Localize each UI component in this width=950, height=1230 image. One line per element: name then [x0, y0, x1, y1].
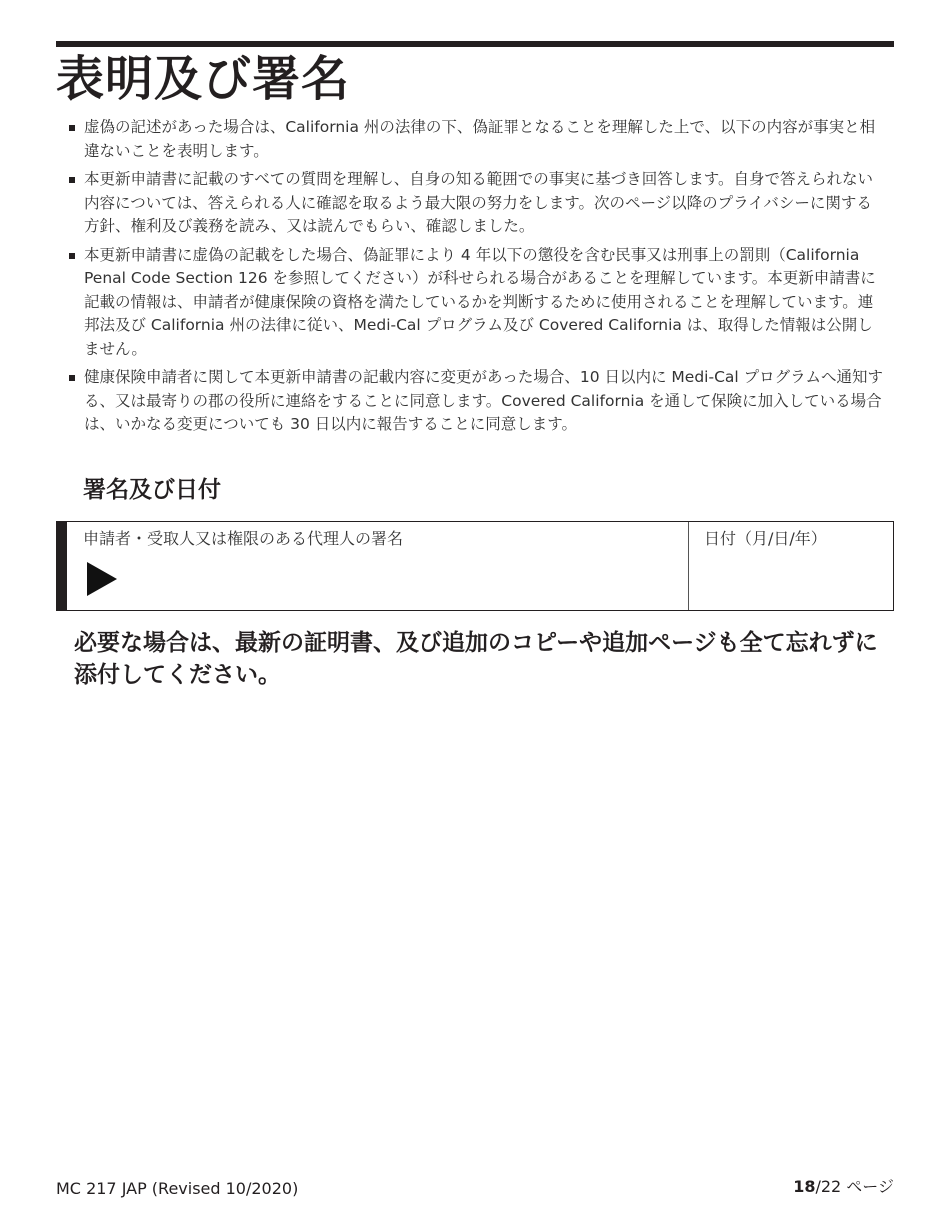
bullet-icon: [69, 177, 75, 183]
signature-box: [56, 521, 894, 611]
date-field[interactable]: [689, 522, 893, 610]
bullet-icon: [69, 125, 75, 131]
statement-text: 本更新申請書に記載のすべての質問を理解し、自身の知る範囲での事実に基づき回答します。自身で答えられない内容については、答えられる人に確認を取るよう最大限の努力をします。次のページ以降のプライバシーに関する方針、権利及び義務を読み、又は読んでもらい、確認しました。: [84, 170, 873, 235]
statement-item: [64, 244, 886, 362]
top-rule: [56, 41, 894, 47]
page-suffix: ページ: [841, 1177, 894, 1196]
form-id: MC 217 JAP (Revised 10/2020): [56, 1179, 299, 1198]
page-number: [793, 1176, 894, 1198]
statement-list: [64, 116, 886, 442]
signature-label: 申請者・受取人又は権限のある代理人の署名: [83, 529, 404, 548]
current-page: 18: [793, 1177, 816, 1196]
statement-item: [64, 366, 886, 437]
statement-item: [64, 116, 886, 163]
signature-field[interactable]: [67, 522, 689, 610]
statement-text: 虚偽の記述があった場合は、California 州の法律の下、偽証罪となることを理解した上で、以下の内容が事実と相違ないことを表明します。: [84, 118, 876, 160]
attach-note: 必要な場合は、最新の証明書、及び追加のコピーや追加ページも全て忘れずに添付してください。: [74, 630, 878, 688]
signature-heading: 署名及び日付: [83, 477, 221, 503]
page-title: 表明及び署名: [56, 51, 351, 107]
statement-text: 本更新申請書に虚偽の記載をした場合、偽証罪により 4 年以下の懲役を含む民事又は刑事上の罰則（California Penal Code Section 126 を参照してください）が科せられる場合があることを理解しています。本更新申請書に記載の情報は、申請者が健康保険の資格を満たしているかを判断するために使用されることを理解しています。連邦法及び California 州の法律に従い、Medi-Cal プログラム及び Covered California は、取得した情報は公開しません。: [84, 245, 876, 358]
statement-text: 健康保険申請者に関して本更新申請書の記載内容に変更があった場合、10 日以内に Medi-Cal プログラムへ通知する、又は最寄りの郡の役所に連絡をすることに同意します。Covered California を通して保険に加入している場合は、いかなる変更についても 30 日以内に報告することに同意します。: [84, 368, 883, 433]
bullet-icon: [69, 375, 75, 381]
date-label: 日付（月/日/年）: [704, 529, 827, 548]
play-arrow-icon: [87, 562, 117, 596]
bullet-icon: [69, 253, 75, 259]
total-pages: /22: [815, 1177, 842, 1196]
statement-item: [64, 168, 886, 239]
